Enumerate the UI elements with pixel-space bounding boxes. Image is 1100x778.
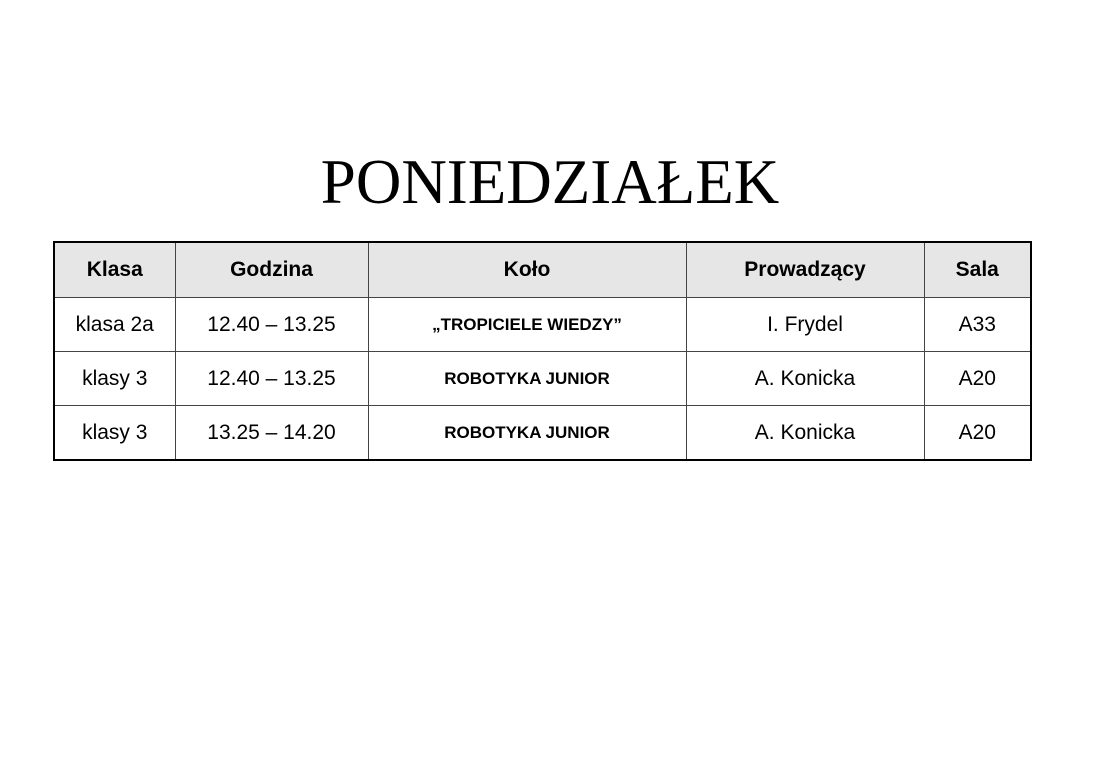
cell-sala: A20 bbox=[924, 352, 1031, 406]
cell-klasa: klasa 2a bbox=[54, 298, 175, 352]
table-header-row bbox=[54, 242, 1031, 298]
cell-sala: A33 bbox=[924, 298, 1031, 352]
cell-kolo: „TROPICIELE WIEDZY” bbox=[368, 298, 686, 352]
schedule-table bbox=[53, 241, 1032, 461]
table-row bbox=[54, 298, 1031, 352]
cell-prowadzacy: A. Konicka bbox=[686, 352, 924, 406]
cell-prowadzacy: I. Frydel bbox=[686, 298, 924, 352]
cell-klasa: klasy 3 bbox=[54, 352, 175, 406]
table-row bbox=[54, 406, 1031, 461]
header-godzina: Godzina bbox=[175, 242, 368, 298]
cell-sala: A20 bbox=[924, 406, 1031, 461]
page-title: PONIEDZIAŁEK bbox=[320, 147, 780, 217]
cell-godzina: 12.40 – 13.25 bbox=[175, 298, 368, 352]
header-prowadzacy: Prowadzący bbox=[686, 242, 924, 298]
header-kolo: Koło bbox=[368, 242, 686, 298]
header-sala: Sala bbox=[924, 242, 1031, 298]
cell-kolo: ROBOTYKA JUNIOR bbox=[368, 406, 686, 461]
cell-kolo: ROBOTYKA JUNIOR bbox=[368, 352, 686, 406]
cell-godzina: 12.40 – 13.25 bbox=[175, 352, 368, 406]
cell-klasa: klasy 3 bbox=[54, 406, 175, 461]
table-row bbox=[54, 352, 1031, 406]
header-klasa: Klasa bbox=[54, 242, 175, 298]
cell-godzina: 13.25 – 14.20 bbox=[175, 406, 368, 461]
cell-prowadzacy: A. Konicka bbox=[686, 406, 924, 461]
